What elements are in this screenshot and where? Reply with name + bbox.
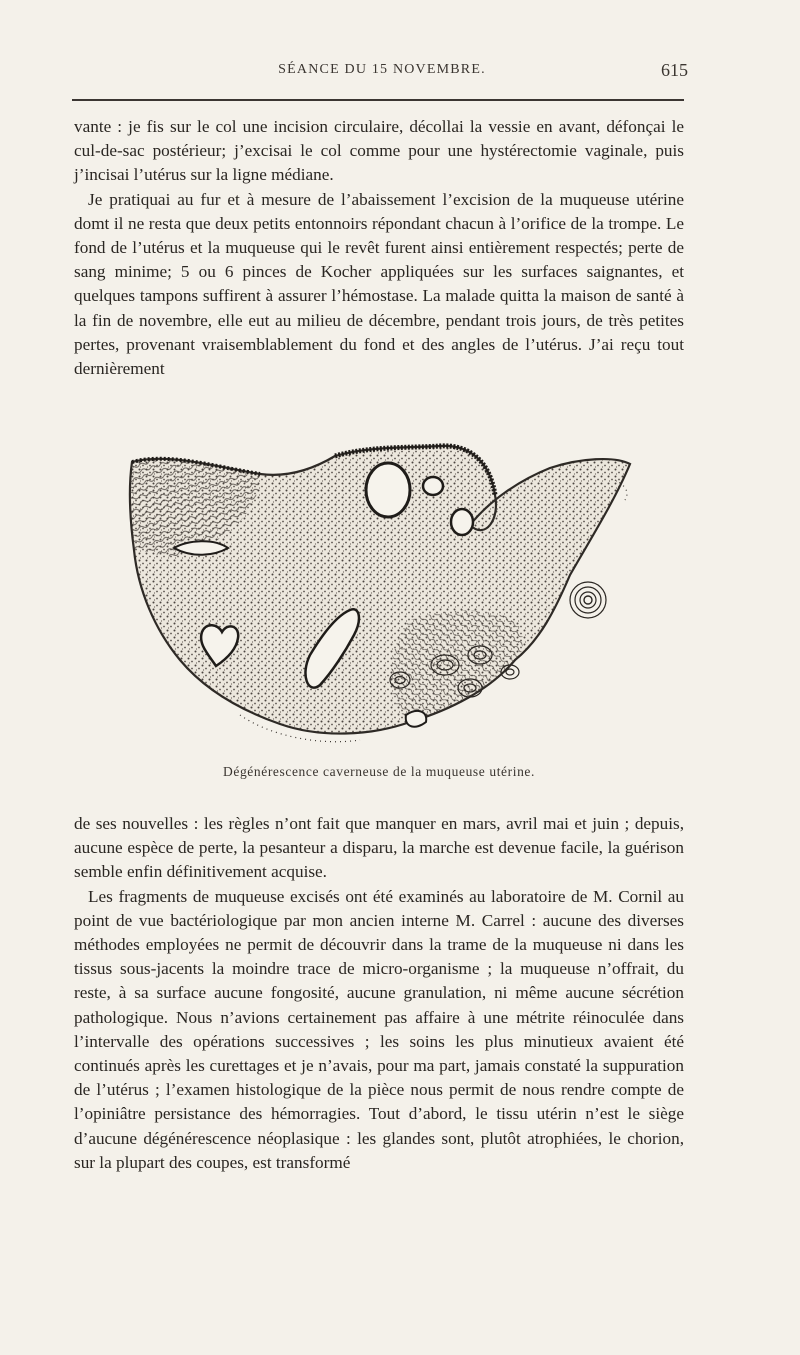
running-head [0, 62, 800, 86]
text-block-top [74, 115, 684, 381]
paragraph: vante : je fis sur le col une incision circulaire, décollai la vessie en avant, défonçai le cul-de-sac postérieur; j’excisai le col comme pour une hystérectomie vaginale, puis j’incisai l’utérus sur la ligne médiane. [74, 117, 684, 185]
cavity [423, 477, 443, 495]
paragraph: Les fragments de muqueuse excisés ont été examinés au laboratoire de M. Cornil au point de vue bactériologique par mon ancien interne M. Carrel : aucune des diverses méthodes employées ne permit de découvrir dans la trame de la muqueuse ni dans les tissus sous-jacents la moindre trace de micro-organisme ; la muqueuse n’offrait, du reste, à sa surface aucune fongosité, aucune granulation, ni même aucune sécrétion pathologique. Nous n’avions certainement pas affaire à une métrite réinoculée dans l’intervalle des opérations successives ; les soins les plus minutieux avaient été continués après les curettages et je n’avais, pour ma part, jamais constaté la suppuration de l’utérus ; l’examen histologique de la pièce nous permit de nous rendre compte de l’opiniâtre persistance des hémorragies. Tout d’abord, le tissu utérin n’est le siège d’aucune dégénérescence néoplasique : les glandes sont, plutôt atrophiées, le chorion, sur la plupart des coupes, est transformé [74, 886, 684, 1172]
cavity [366, 463, 410, 517]
histology-figure [110, 440, 640, 760]
paragraph: de ses nouvelles : les règles n’ont fait que manquer en mars, avril mai et juin ; depuis, aucune espèce de perte, la pesanteur a disparu, la marche est devenue facile, la guérison semble enfin définitivement acquise. [74, 814, 684, 882]
cavity [451, 509, 473, 535]
header-rule [72, 99, 684, 101]
paragraph: Je pratiquai au fur et à mesure de l’abaissement l’excision de la muqueuse utérine domt il ne resta que deux petits entonnoirs répondant chacun à l’orifice de la trompe. Le fond de l’utérus et la muqueuse qui le revêt furent ainsi entièrement respectés; perte de sang minime; 5 ou 6 pinces de Kocher appliquées sur les surfaces saignantes, et quelques tampons suffirent à assurer l’hémostase. La malade quitta la maison de santé à la fin de novembre, elle eut au milieu de décembre, pendant trois jours, de très petites pertes, provenant vraisemblablement du fond et des angles de l’utérus. J’ai reçu tout dernièrement [74, 189, 684, 379]
figure-caption: Dégénérescence caverneuse de la muqueuse utérine. [223, 764, 535, 779]
tissue-fiber-region [391, 611, 523, 722]
text-block-bottom [74, 812, 684, 1175]
page-number: 615 [661, 60, 688, 80]
cavity [406, 711, 426, 727]
running-title: SÉANCE DU 15 NOVEMBRE. [278, 62, 486, 77]
histology-illustration [110, 440, 640, 760]
